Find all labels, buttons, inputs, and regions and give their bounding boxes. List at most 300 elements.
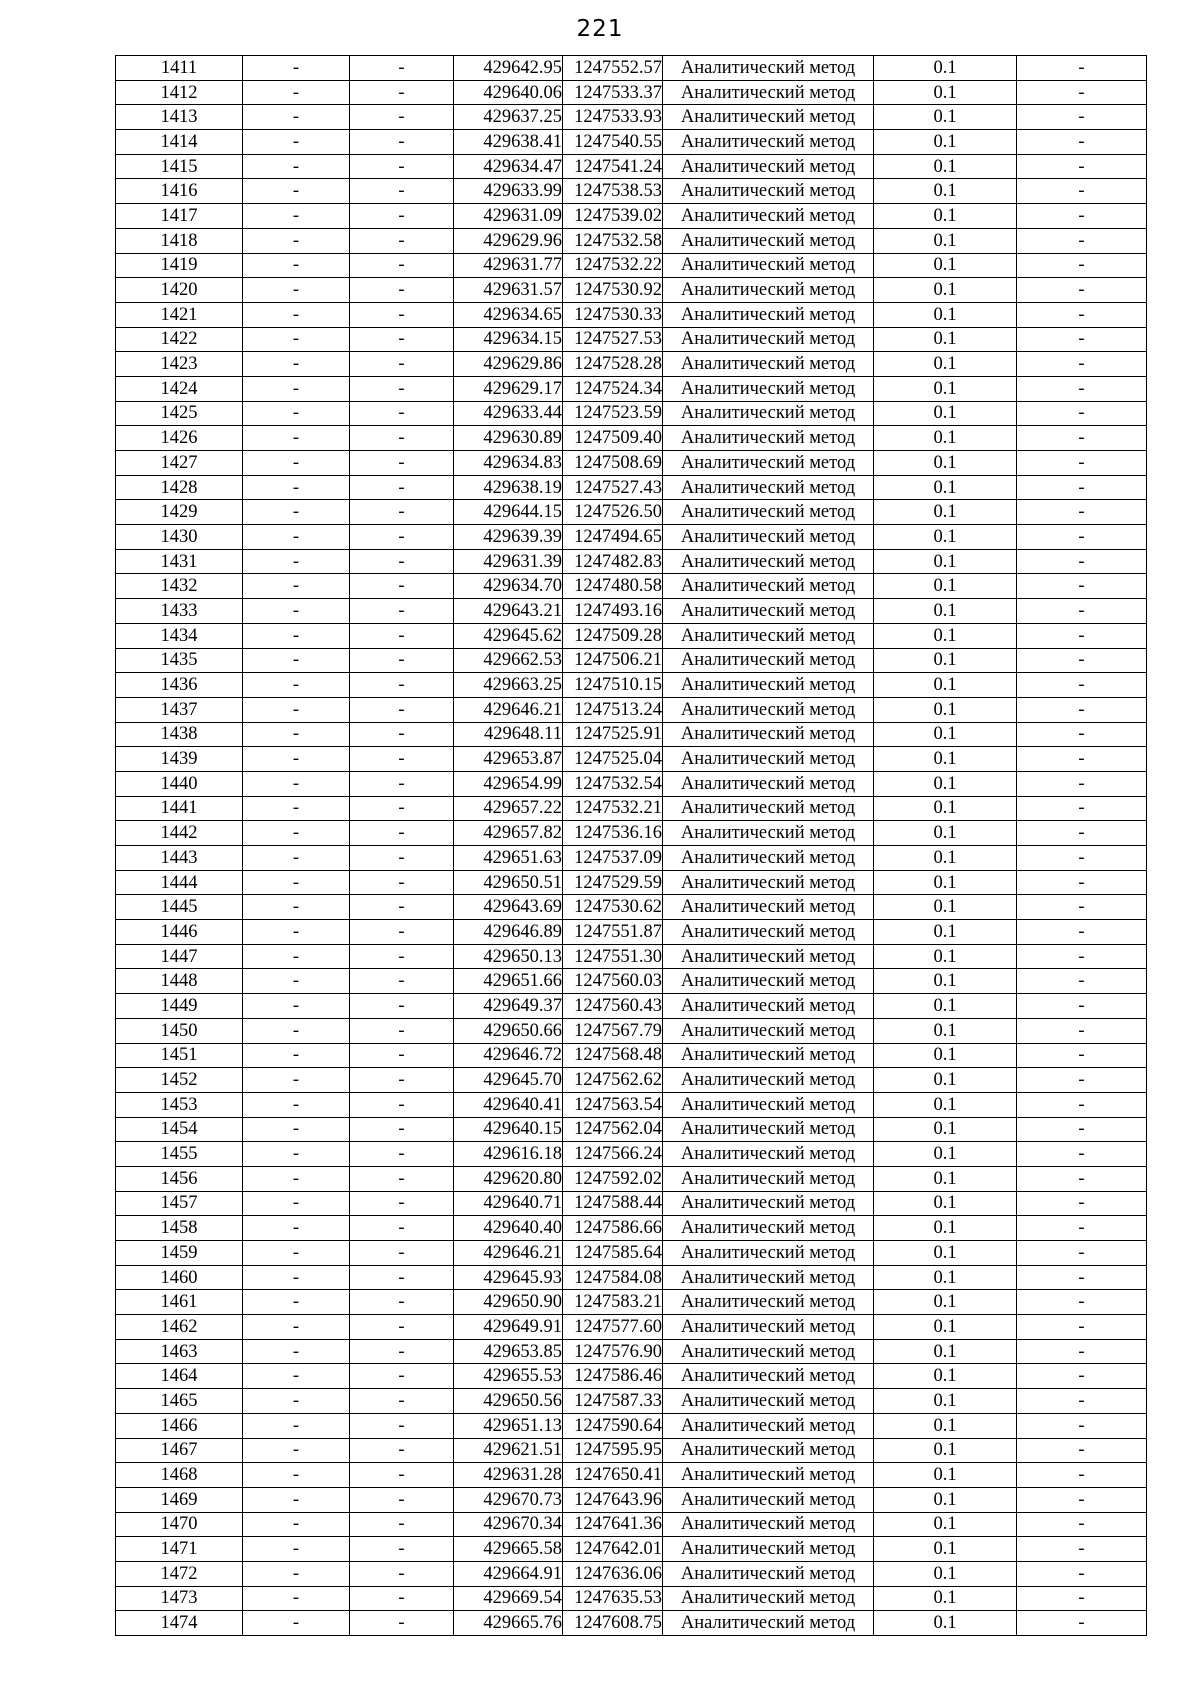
x-coordinate-cell: 429638.41 [454,130,563,155]
accuracy-cell: 0.1 [874,500,1017,525]
empty-cell: - [243,204,350,229]
empty-cell: - [1017,352,1147,377]
x-coordinate-cell: 429657.22 [454,796,563,821]
empty-cell: - [1017,1092,1147,1117]
empty-cell: - [1017,1166,1147,1191]
method-cell: Аналитический метод [663,796,874,821]
empty-cell: - [1017,154,1147,179]
y-coordinate-cell: 1247586.46 [563,1364,663,1389]
y-coordinate-cell: 1247583.21 [563,1290,663,1315]
y-coordinate-cell: 1247643.96 [563,1487,663,1512]
point-number-cell: 1427 [116,451,243,476]
empty-cell: - [1017,1068,1147,1093]
empty-cell: - [1017,451,1147,476]
table-row [116,179,1147,204]
empty-cell: - [243,228,350,253]
empty-cell: - [1017,574,1147,599]
point-number-cell: 1424 [116,376,243,401]
accuracy-cell: 0.1 [874,1561,1017,1586]
x-coordinate-cell: 429642.95 [454,56,563,81]
point-number-cell: 1474 [116,1611,243,1636]
table-row [116,1537,1147,1562]
empty-cell: - [1017,1216,1147,1241]
method-cell: Аналитический метод [663,1487,874,1512]
x-coordinate-cell: 429645.62 [454,623,563,648]
y-coordinate-cell: 1247562.04 [563,1117,663,1142]
point-number-cell: 1418 [116,228,243,253]
method-cell: Аналитический метод [663,1290,874,1315]
y-coordinate-cell: 1247493.16 [563,599,663,624]
x-coordinate-cell: 429621.51 [454,1438,563,1463]
empty-cell: - [350,1339,454,1364]
empty-cell: - [350,179,454,204]
y-coordinate-cell: 1247527.53 [563,327,663,352]
empty-cell: - [243,944,350,969]
empty-cell: - [1017,475,1147,500]
method-cell: Аналитический метод [663,1315,874,1340]
accuracy-cell: 0.1 [874,697,1017,722]
point-number-cell: 1411 [116,56,243,81]
table-row [116,747,1147,772]
empty-cell: - [243,697,350,722]
accuracy-cell: 0.1 [874,228,1017,253]
empty-cell: - [1017,1561,1147,1586]
x-coordinate-cell: 429631.77 [454,253,563,278]
accuracy-cell: 0.1 [874,574,1017,599]
method-cell: Аналитический метод [663,870,874,895]
point-number-cell: 1432 [116,574,243,599]
empty-cell: - [350,1142,454,1167]
accuracy-cell: 0.1 [874,1241,1017,1266]
x-coordinate-cell: 429646.21 [454,1241,563,1266]
empty-cell: - [1017,1191,1147,1216]
point-number-cell: 1421 [116,302,243,327]
y-coordinate-cell: 1247526.50 [563,500,663,525]
empty-cell: - [350,525,454,550]
method-cell: Аналитический метод [663,525,874,550]
accuracy-cell: 0.1 [874,771,1017,796]
empty-cell: - [243,302,350,327]
accuracy-cell: 0.1 [874,426,1017,451]
y-coordinate-cell: 1247608.75 [563,1611,663,1636]
method-cell: Аналитический метод [663,1068,874,1093]
empty-cell: - [350,870,454,895]
empty-cell: - [1017,130,1147,155]
method-cell: Аналитический метод [663,1339,874,1364]
x-coordinate-cell: 429654.99 [454,771,563,796]
method-cell: Аналитический метод [663,130,874,155]
y-coordinate-cell: 1247533.37 [563,80,663,105]
empty-cell: - [243,1117,350,1142]
y-coordinate-cell: 1247588.44 [563,1191,663,1216]
point-number-cell: 1417 [116,204,243,229]
method-cell: Аналитический метод [663,1043,874,1068]
method-cell: Аналитический метод [663,1463,874,1488]
point-number-cell: 1414 [116,130,243,155]
point-number-cell: 1453 [116,1092,243,1117]
method-cell: Аналитический метод [663,623,874,648]
y-coordinate-cell: 1247532.22 [563,253,663,278]
point-number-cell: 1416 [116,179,243,204]
table-row [116,228,1147,253]
empty-cell: - [350,475,454,500]
x-coordinate-cell: 429643.21 [454,599,563,624]
y-coordinate-cell: 1247590.64 [563,1413,663,1438]
empty-cell: - [350,426,454,451]
y-coordinate-cell: 1247585.64 [563,1241,663,1266]
accuracy-cell: 0.1 [874,475,1017,500]
empty-cell: - [243,648,350,673]
accuracy-cell: 0.1 [874,1117,1017,1142]
x-coordinate-cell: 429634.15 [454,327,563,352]
empty-cell: - [243,1389,350,1414]
method-cell: Аналитический метод [663,302,874,327]
table-row [116,1586,1147,1611]
empty-cell: - [243,1216,350,1241]
empty-cell: - [350,549,454,574]
empty-cell: - [243,1537,350,1562]
y-coordinate-cell: 1247533.93 [563,105,663,130]
point-number-cell: 1464 [116,1364,243,1389]
method-cell: Аналитический метод [663,500,874,525]
empty-cell: - [1017,1364,1147,1389]
y-coordinate-cell: 1247552.57 [563,56,663,81]
y-coordinate-cell: 1247540.55 [563,130,663,155]
empty-cell: - [243,130,350,155]
accuracy-cell: 0.1 [874,920,1017,945]
table-row [116,1092,1147,1117]
y-coordinate-cell: 1247524.34 [563,376,663,401]
table-row [116,994,1147,1019]
table-row [116,1265,1147,1290]
empty-cell: - [350,895,454,920]
method-cell: Аналитический метод [663,846,874,871]
empty-cell: - [350,154,454,179]
x-coordinate-cell: 429662.53 [454,648,563,673]
accuracy-cell: 0.1 [874,1537,1017,1562]
y-coordinate-cell: 1247576.90 [563,1339,663,1364]
point-number-cell: 1429 [116,500,243,525]
empty-cell: - [243,451,350,476]
empty-cell: - [243,574,350,599]
x-coordinate-cell: 429640.41 [454,1092,563,1117]
empty-cell: - [350,80,454,105]
table-row [116,1463,1147,1488]
table-row [116,1413,1147,1438]
table-row [116,401,1147,426]
table-row [116,204,1147,229]
table-row [116,821,1147,846]
point-number-cell: 1437 [116,697,243,722]
table-row [116,1018,1147,1043]
x-coordinate-cell: 429637.25 [454,105,563,130]
method-cell: Аналитический метод [663,451,874,476]
empty-cell: - [243,1166,350,1191]
empty-cell: - [243,80,350,105]
empty-cell: - [1017,1512,1147,1537]
empty-cell: - [1017,1117,1147,1142]
x-coordinate-cell: 429665.58 [454,1537,563,1562]
table-row [116,771,1147,796]
x-coordinate-cell: 429633.44 [454,401,563,426]
empty-cell: - [350,130,454,155]
y-coordinate-cell: 1247595.95 [563,1438,663,1463]
empty-cell: - [1017,821,1147,846]
y-coordinate-cell: 1247525.91 [563,722,663,747]
empty-cell: - [350,1117,454,1142]
method-cell: Аналитический метод [663,722,874,747]
accuracy-cell: 0.1 [874,327,1017,352]
empty-cell: - [243,920,350,945]
empty-cell: - [1017,500,1147,525]
point-number-cell: 1460 [116,1265,243,1290]
table-row [116,895,1147,920]
point-number-cell: 1449 [116,994,243,1019]
x-coordinate-cell: 429629.17 [454,376,563,401]
x-coordinate-cell: 429640.40 [454,1216,563,1241]
accuracy-cell: 0.1 [874,1068,1017,1093]
accuracy-cell: 0.1 [874,1586,1017,1611]
y-coordinate-cell: 1247568.48 [563,1043,663,1068]
y-coordinate-cell: 1247528.28 [563,352,663,377]
empty-cell: - [350,56,454,81]
empty-cell: - [350,352,454,377]
accuracy-cell: 0.1 [874,376,1017,401]
x-coordinate-cell: 429663.25 [454,673,563,698]
empty-cell: - [243,895,350,920]
point-number-cell: 1467 [116,1438,243,1463]
y-coordinate-cell: 1247530.33 [563,302,663,327]
empty-cell: - [243,1315,350,1340]
empty-cell: - [1017,1339,1147,1364]
empty-cell: - [350,1586,454,1611]
x-coordinate-cell: 429651.63 [454,846,563,871]
table-row [116,1166,1147,1191]
method-cell: Аналитический метод [663,1389,874,1414]
empty-cell: - [1017,204,1147,229]
x-coordinate-cell: 429665.76 [454,1611,563,1636]
method-cell: Аналитический метод [663,327,874,352]
accuracy-cell: 0.1 [874,1611,1017,1636]
accuracy-cell: 0.1 [874,130,1017,155]
y-coordinate-cell: 1247532.54 [563,771,663,796]
x-coordinate-cell: 429620.80 [454,1166,563,1191]
y-coordinate-cell: 1247527.43 [563,475,663,500]
accuracy-cell: 0.1 [874,525,1017,550]
empty-cell: - [350,1216,454,1241]
accuracy-cell: 0.1 [874,1389,1017,1414]
table-row [116,154,1147,179]
empty-cell: - [1017,1487,1147,1512]
point-number-cell: 1439 [116,747,243,772]
method-cell: Аналитический метод [663,944,874,969]
point-number-cell: 1472 [116,1561,243,1586]
point-number-cell: 1425 [116,401,243,426]
empty-cell: - [1017,1018,1147,1043]
accuracy-cell: 0.1 [874,1487,1017,1512]
point-number-cell: 1461 [116,1290,243,1315]
empty-cell: - [1017,1438,1147,1463]
empty-cell: - [243,1413,350,1438]
empty-cell: - [350,1413,454,1438]
point-number-cell: 1423 [116,352,243,377]
point-number-cell: 1438 [116,722,243,747]
accuracy-cell: 0.1 [874,969,1017,994]
y-coordinate-cell: 1247584.08 [563,1265,663,1290]
point-number-cell: 1455 [116,1142,243,1167]
y-coordinate-cell: 1247567.79 [563,1018,663,1043]
table-row [116,1611,1147,1636]
y-coordinate-cell: 1247510.15 [563,673,663,698]
empty-cell: - [1017,1463,1147,1488]
y-coordinate-cell: 1247532.58 [563,228,663,253]
x-coordinate-cell: 429631.28 [454,1463,563,1488]
table-row [116,1512,1147,1537]
x-coordinate-cell: 429650.66 [454,1018,563,1043]
method-cell: Аналитический метод [663,401,874,426]
point-number-cell: 1446 [116,920,243,945]
empty-cell: - [1017,697,1147,722]
y-coordinate-cell: 1247509.28 [563,623,663,648]
accuracy-cell: 0.1 [874,1018,1017,1043]
method-cell: Аналитический метод [663,1166,874,1191]
x-coordinate-cell: 429646.72 [454,1043,563,1068]
x-coordinate-cell: 429653.87 [454,747,563,772]
empty-cell: - [243,327,350,352]
y-coordinate-cell: 1247551.87 [563,920,663,945]
method-cell: Аналитический метод [663,1265,874,1290]
empty-cell: - [350,1068,454,1093]
x-coordinate-cell: 429639.39 [454,525,563,550]
empty-cell: - [350,1438,454,1463]
method-cell: Аналитический метод [663,56,874,81]
x-coordinate-cell: 429651.13 [454,1413,563,1438]
method-cell: Аналитический метод [663,475,874,500]
table-row [116,870,1147,895]
accuracy-cell: 0.1 [874,1364,1017,1389]
method-cell: Аналитический метод [663,648,874,673]
x-coordinate-cell: 429645.70 [454,1068,563,1093]
x-coordinate-cell: 429640.15 [454,1117,563,1142]
empty-cell: - [1017,327,1147,352]
method-cell: Аналитический метод [663,771,874,796]
empty-cell: - [243,1487,350,1512]
table-row [116,426,1147,451]
accuracy-cell: 0.1 [874,1166,1017,1191]
y-coordinate-cell: 1247513.24 [563,697,663,722]
y-coordinate-cell: 1247592.02 [563,1166,663,1191]
point-number-cell: 1422 [116,327,243,352]
empty-cell: - [243,1018,350,1043]
y-coordinate-cell: 1247539.02 [563,204,663,229]
empty-cell: - [350,1265,454,1290]
y-coordinate-cell: 1247551.30 [563,944,663,969]
empty-cell: - [1017,673,1147,698]
empty-cell: - [243,796,350,821]
empty-cell: - [243,771,350,796]
x-coordinate-cell: 429643.69 [454,895,563,920]
accuracy-cell: 0.1 [874,1512,1017,1537]
method-cell: Аналитический метод [663,1561,874,1586]
y-coordinate-cell: 1247577.60 [563,1315,663,1340]
table-row [116,500,1147,525]
empty-cell: - [1017,648,1147,673]
table-row [116,648,1147,673]
empty-cell: - [1017,302,1147,327]
empty-cell: - [1017,228,1147,253]
table-row [116,253,1147,278]
empty-cell: - [243,1339,350,1364]
y-coordinate-cell: 1247506.21 [563,648,663,673]
empty-cell: - [350,969,454,994]
table-row [116,549,1147,574]
empty-cell: - [243,401,350,426]
accuracy-cell: 0.1 [874,451,1017,476]
empty-cell: - [350,401,454,426]
method-cell: Аналитический метод [663,599,874,624]
empty-cell: - [243,1241,350,1266]
empty-cell: - [1017,105,1147,130]
table-row [116,969,1147,994]
method-cell: Аналитический метод [663,278,874,303]
method-cell: Аналитический метод [663,1537,874,1562]
point-number-cell: 1445 [116,895,243,920]
empty-cell: - [350,1241,454,1266]
table-row [116,1487,1147,1512]
x-coordinate-cell: 429646.21 [454,697,563,722]
empty-cell: - [350,1364,454,1389]
method-cell: Аналитический метод [663,747,874,772]
point-number-cell: 1415 [116,154,243,179]
empty-cell: - [1017,278,1147,303]
method-cell: Аналитический метод [663,994,874,1019]
empty-cell: - [243,1290,350,1315]
accuracy-cell: 0.1 [874,154,1017,179]
table-row [116,130,1147,155]
table-row [116,673,1147,698]
empty-cell: - [1017,796,1147,821]
point-number-cell: 1457 [116,1191,243,1216]
accuracy-cell: 0.1 [874,1043,1017,1068]
x-coordinate-cell: 429650.51 [454,870,563,895]
y-coordinate-cell: 1247560.03 [563,969,663,994]
point-number-cell: 1466 [116,1413,243,1438]
y-coordinate-cell: 1247642.01 [563,1537,663,1562]
empty-cell: - [350,1463,454,1488]
empty-cell: - [243,1043,350,1068]
table-row [116,475,1147,500]
accuracy-cell: 0.1 [874,253,1017,278]
empty-cell: - [350,376,454,401]
accuracy-cell: 0.1 [874,648,1017,673]
accuracy-cell: 0.1 [874,623,1017,648]
accuracy-cell: 0.1 [874,105,1017,130]
y-coordinate-cell: 1247508.69 [563,451,663,476]
empty-cell: - [1017,846,1147,871]
x-coordinate-cell: 429650.13 [454,944,563,969]
empty-cell: - [243,1364,350,1389]
empty-cell: - [243,969,350,994]
y-coordinate-cell: 1247529.59 [563,870,663,895]
empty-cell: - [350,994,454,1019]
empty-cell: - [350,846,454,871]
point-number-cell: 1420 [116,278,243,303]
table-row [116,1389,1147,1414]
method-cell: Аналитический метод [663,821,874,846]
empty-cell: - [1017,623,1147,648]
accuracy-cell: 0.1 [874,1216,1017,1241]
x-coordinate-cell: 429650.90 [454,1290,563,1315]
